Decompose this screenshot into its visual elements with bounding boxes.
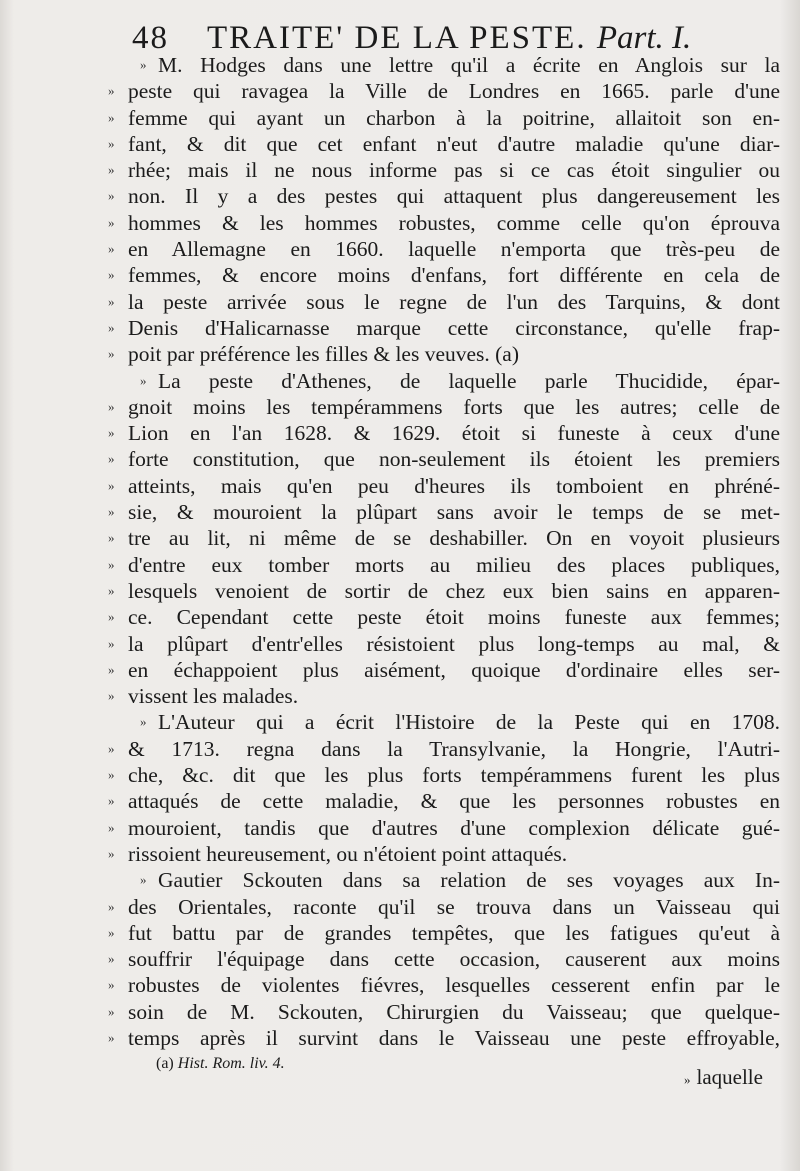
quote-mark: »	[108, 793, 115, 809]
line-text: en Allemagne en 1660. laquelle n'emporta que très-peu de	[128, 237, 780, 262]
line-text: lesquels venoient de sortir de chez eux bien sains en apparen-	[128, 578, 780, 603]
text-line	[108, 157, 780, 183]
catchword-text: laquelle	[696, 1065, 763, 1089]
quote-mark: »	[108, 767, 115, 783]
line-text: peste qui ravagea la Ville de Londres en 1665. parle d'une	[128, 79, 780, 104]
running-title: TRAITE' DE LA PESTE.	[207, 20, 587, 56]
quote-mark: »	[108, 135, 115, 151]
text-line	[108, 341, 780, 367]
quote-mark: »	[108, 504, 115, 520]
quote-mark: »	[108, 346, 115, 362]
quote-mark: »	[108, 83, 115, 99]
line-text: ce. Cependant cette peste étoit moins funeste aux femmes;	[128, 605, 780, 630]
quote-mark: »	[140, 872, 147, 888]
quote-mark: »	[140, 714, 147, 730]
text-line	[128, 709, 780, 735]
line-text: femme qui ayant un charbon à la poitrine, allaitoit son en-	[128, 105, 780, 130]
line-text: & 1713. regna dans la Transylvanie, la Hongrie, l'Autri-	[128, 736, 780, 761]
footnote-reference: Hist. Rom. liv. 4.	[177, 1055, 285, 1072]
text-line	[108, 552, 780, 578]
quote-mark: »	[108, 477, 115, 493]
line-text: mouroient, tandis que d'autres d'une complexion délicate gué-	[128, 815, 780, 840]
line-text: attaqués de cette maladie, & que les personnes robustes en	[128, 789, 780, 814]
line-text: en échappoient plus aisément, quoique d'ordinaire elles ser-	[128, 657, 780, 682]
quote-mark: »	[108, 293, 115, 309]
quote-mark: »	[108, 425, 115, 441]
line-text: des Orientales, raconte qu'il se trouva dans un Vaisseau qui	[128, 894, 780, 919]
text-line	[108, 683, 780, 709]
quote-mark: »	[108, 845, 115, 861]
line-text: femmes, & encore moins d'enfans, fort différente en cela de	[128, 263, 780, 288]
text-line	[108, 262, 780, 288]
text-line	[108, 736, 780, 762]
line-text: sie, & mouroient la plûpart sans avoir le temps de se met-	[128, 500, 780, 525]
line-text: fant, & dit que cet enfant n'eut d'autre maladie qu'une diar-	[128, 131, 780, 156]
line-text: la peste arrivée sous le regne de l'un des Tarquins, & dont	[128, 289, 780, 314]
quote-mark: »	[108, 898, 115, 914]
line-text: atteints, mais qu'en peu d'heures ils tomboient en phréné-	[128, 473, 780, 498]
footnote-marker: (a)	[156, 1055, 174, 1072]
quote-mark: »	[108, 819, 115, 835]
text-line	[108, 972, 780, 998]
text-line	[128, 867, 780, 893]
text-line	[108, 131, 780, 157]
quote-mark: »	[140, 57, 147, 72]
quote-mark: »	[108, 1003, 115, 1019]
quote-mark: »	[140, 372, 147, 388]
text-line	[108, 894, 780, 920]
line-text: la plûpart d'entr'elles résistoient plus long-temps au mal, &	[128, 631, 780, 656]
line-text: tre au lit, ni même de se deshabiller. On en voyoit plusieurs	[128, 526, 780, 551]
quote-mark: »	[108, 582, 115, 598]
line-text: hommes & les hommes robustes, comme celle qu'on éprouva	[128, 210, 780, 235]
text-line	[108, 446, 780, 472]
text-line	[108, 315, 780, 341]
line-text: souffrir l'équipage dans cette occasion, causerent aux moins	[128, 947, 780, 972]
quote-mark: »	[108, 241, 115, 257]
quote-mark: »	[108, 740, 115, 756]
quote-mark: »	[108, 162, 115, 178]
text-line	[108, 788, 780, 814]
line-text: fut battu par de grandes tempêtes, que les fatigues qu'eut à	[128, 920, 780, 945]
line-text: Gautier Sckouten dans sa relation de ses voyages aux In-	[158, 868, 780, 893]
line-text: forte constitution, que non-seulement ils étoient les premiers	[128, 447, 780, 472]
line-text: poit par préférence les filles & les veuves. (a)	[128, 342, 520, 367]
line-text: che, &c. dit que les plus forts tempérammens furent les plus	[128, 763, 780, 788]
line-text: temps après il survint dans le Vaisseau une peste effroyable,	[128, 1025, 780, 1050]
quote-mark: »	[108, 109, 115, 125]
text-line	[108, 394, 780, 420]
text-line	[108, 946, 780, 972]
part-label: Part. I.	[596, 20, 692, 56]
line-text: robustes de violentes fiévres, lesquelles cesserent enfin par le	[128, 973, 780, 998]
line-text: M. Hodges dans une lettre qu'il a écrite en Anglois sur la	[158, 53, 780, 77]
text-line	[108, 604, 780, 630]
quote-mark: »	[108, 214, 115, 230]
text-line	[108, 999, 780, 1025]
text-line	[108, 236, 780, 262]
quote-mark: »	[108, 188, 115, 204]
text-line	[108, 420, 780, 446]
quote-mark: »	[108, 556, 115, 572]
line-text: vissent les malades.	[128, 684, 299, 709]
quote-mark: »	[108, 635, 115, 651]
line-text: soin de M. Sckouten, Chirurgien du Vaisseau; que quelque-	[128, 999, 780, 1024]
text-line	[108, 920, 780, 946]
text-line	[108, 499, 780, 525]
quote-mark: »	[108, 951, 115, 967]
line-text: rhée; mais il ne nous informe pas si ce cas étoit singulier ou	[128, 158, 780, 183]
text-line	[108, 473, 780, 499]
text-line	[108, 289, 780, 315]
text-line	[108, 78, 780, 104]
text-line	[108, 841, 780, 867]
quote-mark: »	[108, 609, 115, 625]
text-line	[108, 105, 780, 131]
text-line	[108, 525, 780, 551]
quote-mark: »	[108, 530, 115, 546]
text-line	[128, 52, 780, 78]
text-line	[108, 762, 780, 788]
quote-mark: »	[108, 398, 115, 414]
text-line	[108, 631, 780, 657]
line-text: non. Il y a des pestes qui attaquent plus dangereusement les	[128, 184, 780, 209]
quote-mark: »	[108, 688, 115, 704]
catchword	[684, 1064, 763, 1093]
line-text: gnoit moins les tempérammens forts que les autres; celle de	[128, 394, 780, 419]
catchword-quote-mark: »	[684, 1072, 691, 1087]
text-line	[108, 815, 780, 841]
line-text: Lion en l'an 1628. & 1629. étoit si funeste à ceux d'une	[128, 421, 780, 446]
quote-mark: »	[108, 451, 115, 467]
body-text	[108, 52, 780, 1051]
line-text: L'Auteur qui a écrit l'Histoire de la Peste qui en 1708.	[158, 710, 780, 735]
line-text: rissoient heureusement, ou n'étoient point attaqués.	[128, 841, 568, 866]
quote-mark: »	[108, 977, 115, 993]
text-line	[108, 1025, 780, 1051]
quote-mark: »	[108, 1029, 115, 1045]
text-line	[128, 368, 780, 394]
quote-mark: »	[108, 319, 115, 335]
quote-mark: »	[108, 267, 115, 283]
text-line	[108, 183, 780, 209]
page-number: 48	[132, 20, 169, 56]
quote-mark: »	[108, 661, 115, 677]
text-line	[108, 578, 780, 604]
line-text: d'entre eux tomber morts au milieu des places publiques,	[128, 552, 780, 577]
footnote	[156, 1053, 285, 1075]
quote-mark: »	[108, 924, 115, 940]
text-line	[108, 210, 780, 236]
text-line	[108, 657, 780, 683]
line-text: Denis d'Halicarnasse marque cette circonstance, qu'elle frap-	[128, 315, 780, 340]
line-text: La peste d'Athenes, de laquelle parle Thucidide, épar-	[158, 368, 780, 393]
